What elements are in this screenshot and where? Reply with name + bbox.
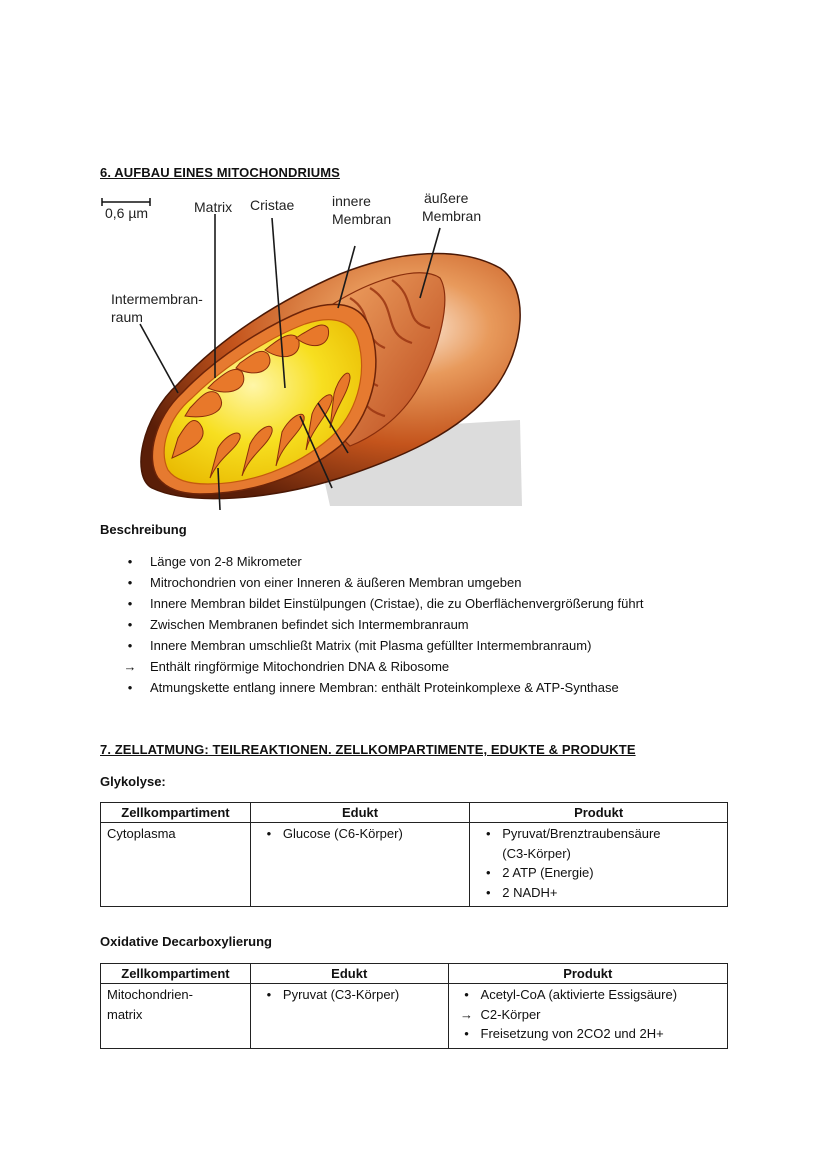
intermembrane-label-line1: Intermembran- [111,291,203,307]
description-item [120,635,644,656]
glykolyse-table [100,802,728,907]
description-item [120,593,644,614]
scale-label: 0,6 µm [105,205,149,221]
header-compartment: Zellkompartiment [101,803,251,823]
inner-membrane-label-line2: Membran [332,211,392,227]
intermembrane-label-line2: raum [111,309,143,325]
list-item [476,863,721,883]
header-produkt: Produkt [470,803,728,823]
description-list [120,551,644,698]
list-item [455,1005,721,1025]
description-heading: Beschreibung [100,522,187,537]
description-item [120,551,644,572]
produkt-cell [470,823,728,907]
bullet-icon: • [266,987,272,1002]
glykolyse-heading: Glykolyse: [100,774,166,789]
list-item-text: Glucose (C6-Körper) [282,826,403,841]
description-item-text: Länge von 2-8 Mikrometer [150,554,302,569]
header-edukt: Edukt [250,803,469,823]
description-item [120,572,644,593]
bullet-icon: • [127,680,133,695]
mitochondrion-diagram [100,188,525,510]
list-item-text: Pyruvat (C3-Körper) [282,987,400,1002]
arrow-icon: → [123,659,137,674]
bullet-icon: • [485,865,491,880]
bullet-icon: • [464,987,469,1002]
description-item-text: Zwischen Membranen befindet sich Intermembranraum [150,617,469,632]
cristae-label: Cristae [250,197,295,213]
outer-membrane-label-line1: äußere [424,190,469,206]
table-header-row [101,803,728,823]
description-item-text: Innere Membran umschließt Matrix (mit Plasma gefüllter Intermembranraum) [150,638,592,653]
matrix-label: Matrix [194,199,233,215]
bullet-icon: • [266,826,272,841]
bullet-icon: • [127,596,133,611]
list-item [476,883,721,903]
section-6-title: 6. AUFBAU EINES MITOCHONDRIUMS [100,165,340,180]
compartment-line2: matrix [107,1006,143,1022]
list-item-text: Freisetzung von 2CO2 und 2H+ [480,1026,664,1041]
arrow-icon: → [460,1006,474,1022]
list-item-text: 2 NADH+ [502,884,558,900]
bullet-icon: • [127,554,133,569]
bullet-icon: • [127,617,133,632]
description-item-text: Enthält ringförmige Mitochondrien DNA & Ribosome [150,659,450,674]
table-row [101,823,728,907]
cell-list [455,985,721,1044]
description-item-text: Mitrochondrien von einer Inneren & äußeren Membran umgeben [150,575,522,590]
bullet-icon: • [464,1026,469,1041]
list-item [455,985,721,1005]
table-header-row [101,964,728,984]
cell-list [257,985,442,1005]
bullet-icon: • [485,826,491,841]
compartment-cell [101,984,251,1049]
bullet-icon: • [127,575,133,590]
section-7-title: 7. ZELLATMUNG: TEILREAKTIONEN. ZELLKOMPARTIMENTE, EDUKTE & PRODUKTE [100,742,636,757]
description-item [120,614,644,635]
list-item-text: Pyruvat/Brenztraubensäure [502,826,661,841]
list-item [455,1024,721,1044]
header-compartment: Zellkompartiment [101,964,251,984]
list-item-text: C2-Körper [480,1006,541,1022]
cell-list [476,824,721,902]
list-item [257,824,463,844]
description-item-text: Atmungskette entlang innere Membran: enthält Proteinkomplexe & ATP-Synthase [150,680,619,695]
produkt-cell [448,984,727,1049]
list-item-text: (C3-Körper) [502,845,571,861]
table-row [101,984,728,1049]
description-item [120,677,644,698]
bullet-icon: • [127,638,133,653]
list-item [257,985,442,1005]
list-item-text: Acetyl-CoA (aktivierte Essigsäure) [480,987,678,1002]
cell-list [257,824,463,844]
outer-membrane-label-line2: Membran [422,208,482,224]
inner-membrane-label-line1: innere [332,193,371,209]
list-item-text: 2 ATP (Energie) [502,865,594,880]
mitochondrion-illustration [100,188,525,510]
header-edukt: Edukt [250,964,448,984]
header-produkt: Produkt [448,964,727,984]
list-item [476,824,721,844]
compartment-cell: Cytoplasma [101,823,251,907]
edukt-cell [250,984,448,1049]
description-item-text: Innere Membran bildet Einstülpungen (Cristae), die zu Oberflächenvergrößerung führt [150,596,644,611]
compartment-line1: Mitochondrien- [107,987,193,1002]
description-item [120,656,644,677]
list-item [476,844,721,864]
decarboxylierung-heading: Oxidative Decarboxylierung [100,934,272,949]
bullet-icon: • [485,884,491,900]
decarboxylierung-table [100,963,728,1049]
edukt-cell [250,823,469,907]
